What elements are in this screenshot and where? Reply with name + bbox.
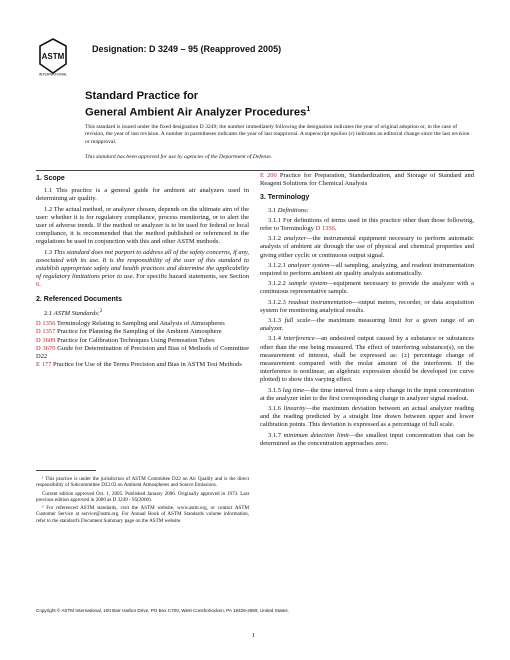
ref-e177-link[interactable]: E 177 <box>36 361 52 369</box>
ref-d1357: D 1357 Practice for Planning the Sampling of the Ambient Atmosphere <box>36 328 222 336</box>
para-1-2: 1.2 The actual method, or analyzer chosen, depends on the ultimate aim of the user: whether it is for regulatory compliance, process monitoring, or to alert the user of adverse trends. If the method or analyzer is to be used for federal or local compliance, it is recommended that the method published or referenced in the regulations be used in conjunction with this and other ASTM methods. <box>36 205 249 246</box>
ref-d3670: D 3670 Guide for Determination of Precision and Bias of Methods of Committee D22 <box>36 344 249 361</box>
issuance-notice: This standard is issued under the fixed designation D 3249; the number immediately following the designation indicates the year of original adoption or, in the case of revision, the year of last revision. A number in parentheses indicates the year of last reapproval. A superscript epsilon (ε) indicates an editorial change since the last revision or reapproval. <box>85 124 470 145</box>
para-3-1-4: 3.1.4 interference—an undesired output caused by a substance or substances other than the one being measured. The effect of interfering substance(s), on the measurement of interest, shall be expressed as: (±) percentage change of measurement compared with the molar amount of the interferent. If the interference is nonlinear, an algebraic expression should be developed (or curve plotted) to show this varying effect. <box>260 335 474 384</box>
ref-e200: E 200 Practice for Preparation, Standardization, and Storage of Standard and Reagent Solutions for Chemical Analysis <box>260 172 474 188</box>
ref-d3609-link[interactable]: D 3609 <box>36 336 56 344</box>
para-3-1-2-3: 3.1.2.3 readout instrumentation—output meters, recorder, or data acquisition system for monitoring analytical results. <box>260 298 474 314</box>
svg-text:INTERNATIONAL: INTERNATIONAL <box>38 72 68 76</box>
para-3-1-1: 3.1.1 For definitions of terms used in this practice other than those following, refer to Terminology D 1356. <box>260 216 474 233</box>
para-3-1-5: 3.1.5 lag time—the time interval from a step change in the input concentration at the analyzer inlet to the first corresponding change in analyzer signal readout. <box>260 386 474 402</box>
right-column <box>260 172 474 450</box>
section-6-link[interactable]: 6 <box>36 281 40 289</box>
para-1-1: 1.1 This practice is a general guide for ambient air analyzers used in determining air quality. <box>36 187 249 203</box>
footnote-divider <box>36 470 96 471</box>
para-3-1-7: 3.1.7 minimum detection limit—the smallest input concentration that can be determined as the concentration approaches zero. <box>260 431 475 447</box>
para-1-3: 1.3 This standard does not purport to address all of the safety concerns, if any, associated with its use. It is the responsibility of the user of this standard to establish appropriate safety and health practices and determine the applicability of regulatory limitations prior to use. For specific hazard statements, see Section 6. <box>36 248 249 289</box>
footnote-1b: Current edition approved Oct. 1, 2005. Published January 2006. Originally approved in 1973. Last previous edition approved in 2000 as D 3249 - 95(2000). <box>36 490 249 503</box>
para-2-1: 2.1 ASTM Standards:$^2$ <box>44 308 103 317</box>
ref-e177: E 177 Practice for Use of the Terms Precision and Bias in ASTM Test Methods <box>36 361 242 369</box>
ref-d1357-link[interactable]: D 1357 <box>36 328 56 336</box>
section-heading-terminology: 3. Terminology <box>260 194 310 202</box>
terminology-d1356-link[interactable]: D 1356 <box>315 225 335 233</box>
defense-notice: This standard has been approved for use by agencies of the Department of Defense. <box>85 154 273 160</box>
document-title <box>85 90 310 120</box>
copyright-notice: Copyright © ASTM International, 100 Barr Harbor Drive, PO Box C700, West Conshohocken, PA 19428-2959, United States. <box>36 608 289 613</box>
ref-d1356-link[interactable]: D 1356 <box>36 320 56 328</box>
para-3-1-2-2: 3.1.2.2 sample system—equipment necessary to provide the analyzer with a continuous representative sample. <box>260 280 474 296</box>
para-3-1-6: 3.1.6 linearity—the maximum deviation between an actual analyzer reading and the reading predicted by a straight line drawn between upper and lower calibration points. This deviation is expressed as a percentage of full scale. <box>260 405 475 429</box>
footnote-1: ¹ This practice is under the jurisdiction of ASTM Committee D22 on Air Quality and is the direct responsibility of Subcommittee D22.03 on Ambient Atmospheres and Source Emissions. <box>36 476 249 489</box>
section-heading-scope: 1. Scope <box>36 175 65 182</box>
para-3-1-2: 3.1.2 analyzer—the instrumental equipment necessary to perform automatic analysis of ambient air through the use of physical and chemical properties and giving either cyclic or continuous output signal. <box>260 235 474 259</box>
footnote-2: ² For referenced ASTM standards, visit the ASTM website, www.astm.org, or contact ASTM Customer Service at service@astm.org. For Annual Book of ASTM Standards volume information, refer to the standard's Document Summary page on the ASTM website. <box>36 505 249 524</box>
ref-d3609: D 3609 Practice for Calibration Techniques Using Permeation Tubes <box>36 336 215 344</box>
header-divider <box>36 170 474 171</box>
para-3-1: 3.1 Definitions: <box>268 206 309 214</box>
designation: Designation: D 3249 – 95 (Reapproved 2005) <box>92 44 282 54</box>
page-number: 1 <box>252 632 256 639</box>
para-3-1-2-1: 3.1.2.1 analyzer system—all sampling, analyzing, and readout instrumentation required to perform ambient air quality analysis automatically. <box>260 261 474 278</box>
ref-e200-link[interactable]: E 200 <box>260 172 277 179</box>
title-line-2: General Ambient Air Analyzer Procedures$^1$ <box>85 106 311 119</box>
footnotes <box>36 476 249 526</box>
section-heading-referenced-documents: 2. Referenced Documents <box>36 295 122 303</box>
astm-logo <box>38 38 68 76</box>
left-column <box>36 172 249 369</box>
para-3-1-3: 3.1.3 full scale—the maximum measuring limit for a given range of an analyzer. <box>260 317 475 333</box>
svg-text:ASTM: ASTM <box>41 52 65 61</box>
title-line-1: Standard Practice for <box>85 90 199 102</box>
ref-d1356: D 1356 Terminology Relating to Sampling and Analysis of Atmospheres <box>36 320 225 328</box>
ref-d3670-link[interactable]: D 3670 <box>36 344 56 352</box>
